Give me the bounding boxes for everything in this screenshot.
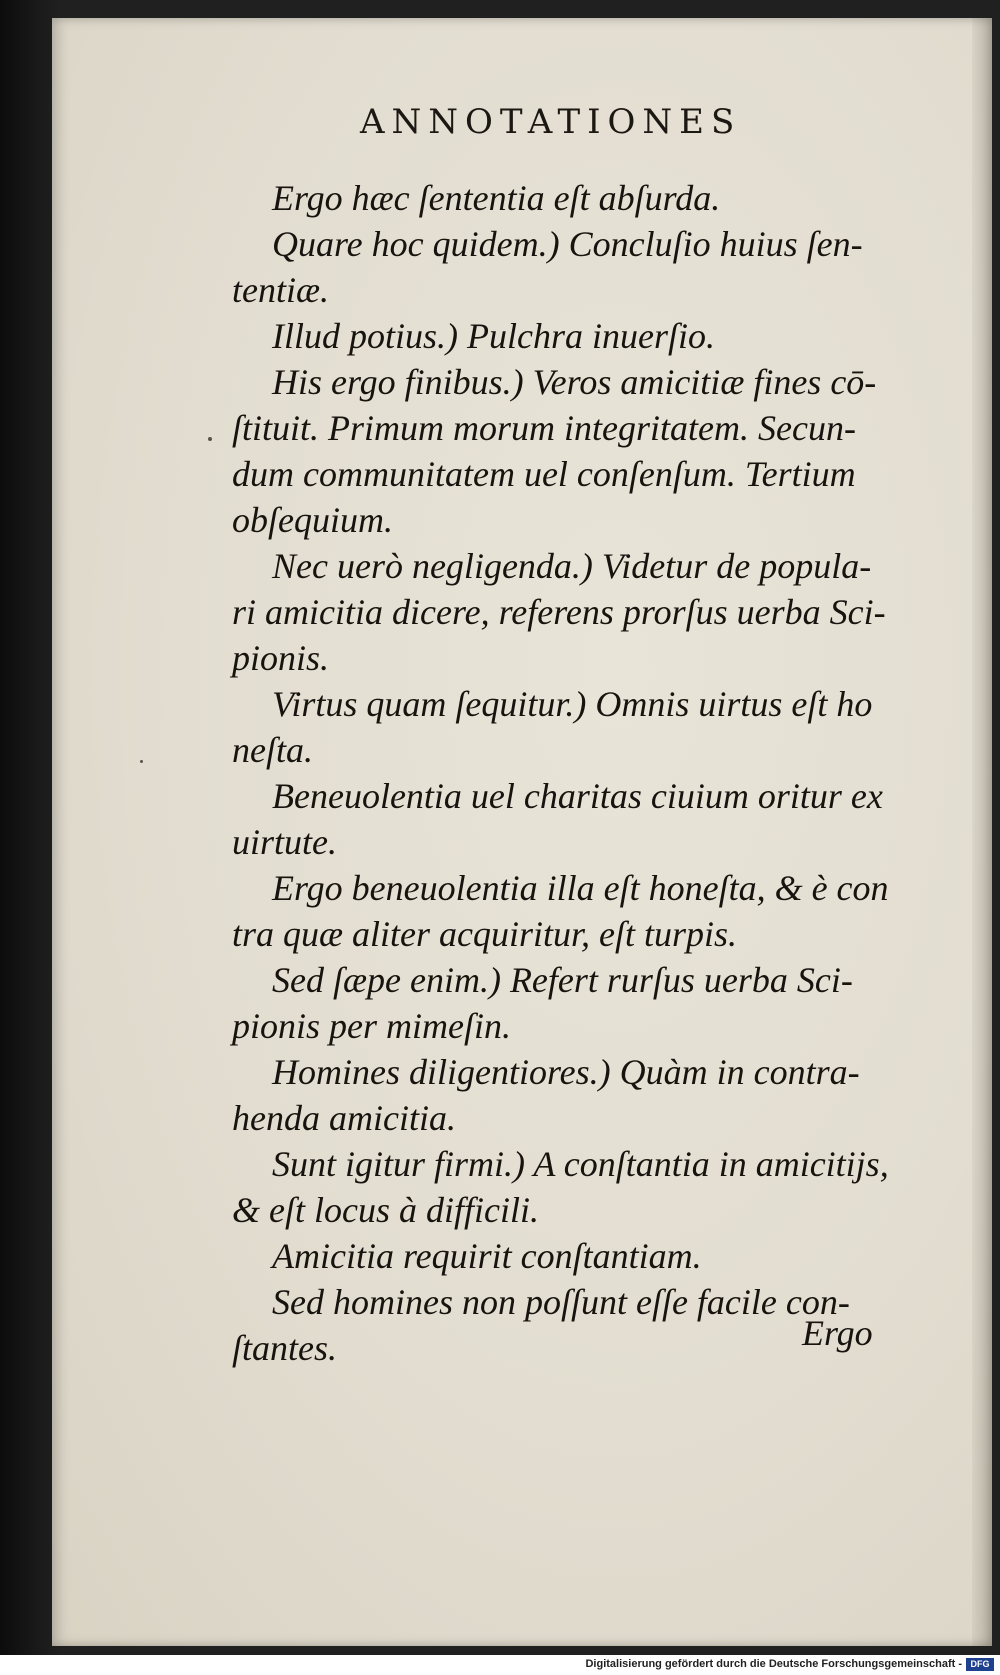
text-line: Amicitia requirit conſtantiam. [272,1236,702,1276]
text-line: Illud potius.) Pulchra inuerſio. [272,316,715,356]
ink-speck [140,760,143,763]
text-line: Ergo beneuolentia illa eſt honeſta, & è con [272,868,889,908]
text-line: tentiæ. [232,270,329,310]
text-line: uirtute. [232,822,337,862]
text-line: Beneuolentia uel charitas ciuium oritur ex [272,776,883,816]
annotation-text [232,175,932,1371]
text-line: & eſt locus à difficili. [232,1190,539,1230]
text-line: Virtus quam ſequitur.) Omnis uirtus eſt ho [272,684,873,724]
dfg-logo: DFG [966,1658,994,1671]
text-line: ſtantes. [232,1328,337,1368]
running-head: ANNOTATIONES [360,102,742,142]
text-line: Homines diligentiores.) Quàm in contra- [272,1052,860,1092]
footer-bar [0,1655,1000,1675]
catchword: Ergo [802,1313,873,1353]
text-line: Sunt igitur firmi.) A conſtantia in amicitijs, [272,1144,889,1184]
text-line: neſta. [232,730,313,770]
text-line: Quare hoc quidem.) Concluſio huius ſen- [272,224,863,264]
ink-speck [208,437,212,441]
text-line: Sed ſæpe enim.) Refert rurſus uerba Sci- [272,960,853,1000]
text-line: pionis. [232,638,330,678]
text-line: His ergo finibus.) Veros amicitiæ fines cō- [272,362,877,402]
text-line: Sed homines non poſſunt eſſe facile con- [272,1282,850,1322]
text-line: ri amicitia dicere, referens prorſus uerba Sci- [232,592,886,632]
text-line: henda amicitia. [232,1098,456,1138]
text-line: pionis per mimeſin. [232,1006,511,1046]
text-line: dum communitatem uel conſenſum. Tertium [232,454,856,494]
page-edge-shadow [972,18,992,1646]
text-line: Nec uerò negligenda.) Videtur de popula- [272,546,872,586]
text-line: tra quæ aliter acquiritur, eſt turpis. [232,914,738,954]
text-line: Ergo hæc ſententia eſt abſurda. [272,178,721,218]
text-line: ſtituit. Primum morum integritatem. Secun- [232,408,856,448]
text-line: obſequium. [232,500,393,540]
footer-credit: Digitalisierung gefördert durch die Deutsche Forschungsgemeinschaft - [585,1658,962,1670]
